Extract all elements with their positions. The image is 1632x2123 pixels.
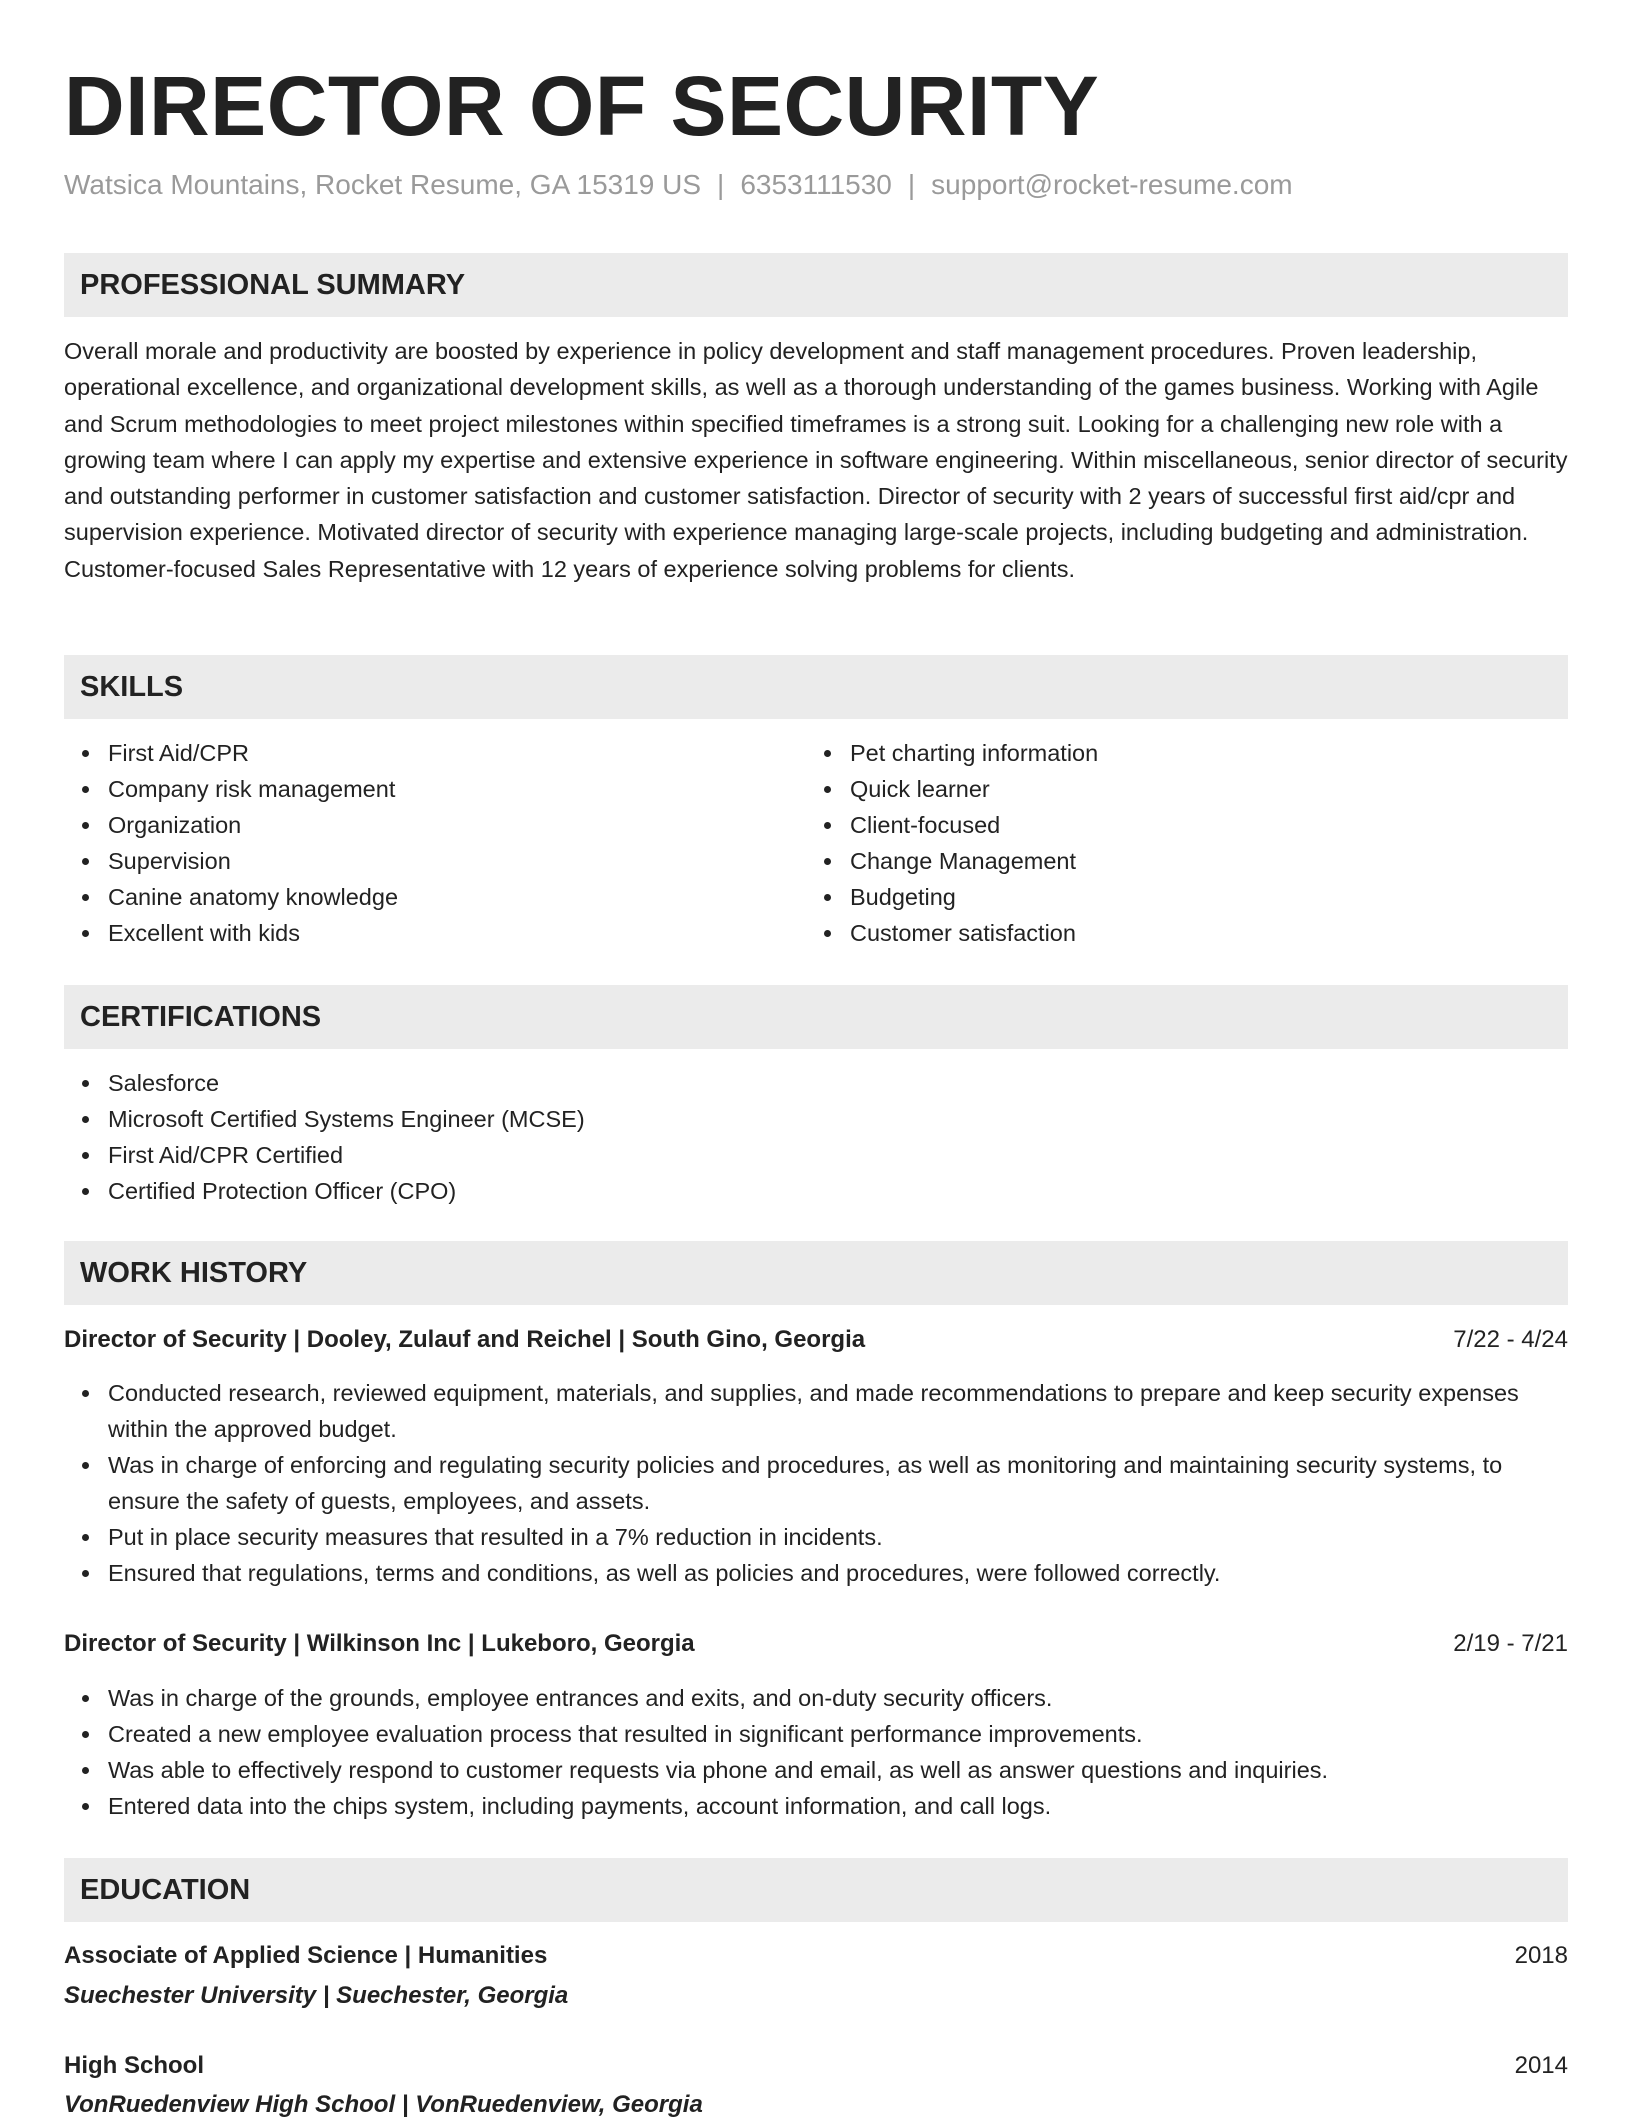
- list-item: Created a new employee evaluation process that resulted in significant performance improvements.: [108, 1716, 1568, 1752]
- contact-line: [64, 165, 1293, 205]
- job-bullets: [64, 1375, 1568, 1591]
- certifications-heading: CERTIFICATIONS: [64, 985, 1568, 1049]
- skills-list-left: [64, 735, 808, 951]
- contact-separator: |: [907, 169, 916, 200]
- summary-heading: PROFESSIONAL SUMMARY: [64, 253, 1568, 317]
- list-item: First Aid/CPR Certified: [108, 1137, 1568, 1173]
- candidate-name: DIRECTOR OF SECURITY: [64, 59, 1100, 153]
- list-item: Entered data into the chips system, including payments, account information, and call logs.: [108, 1788, 1568, 1824]
- job-bullets: [64, 1680, 1568, 1824]
- list-item: Certified Protection Officer (CPO): [108, 1173, 1568, 1209]
- list-item: Company risk management: [108, 771, 808, 807]
- list-item: Pet charting information: [850, 735, 1550, 771]
- job-title: Director of Security | Wilkinson Inc | Lukeboro, Georgia: [64, 1630, 695, 1657]
- education-year: 2014: [1514, 2052, 1568, 2079]
- skills-list-right: [806, 735, 1550, 951]
- list-item: Salesforce: [108, 1065, 1568, 1101]
- job-dates: 2/19 - 7/21: [1453, 1630, 1568, 1657]
- skills-heading: SKILLS: [64, 655, 1568, 719]
- list-item: Client-focused: [850, 807, 1550, 843]
- list-item: Was in charge of the grounds, employee entrances and exits, and on-duty security officers.: [108, 1680, 1568, 1716]
- contact-email[interactable]: support@rocket-resume.com: [931, 169, 1293, 200]
- list-item: First Aid/CPR: [108, 735, 808, 771]
- list-item: Was in charge of enforcing and regulating security policies and procedures, as well as monitoring and maintaining security systems, to ensure the safety of guests, employees, and assets.: [108, 1447, 1568, 1519]
- education-school: Suechester University | Suechester, Georgia: [64, 1982, 569, 2009]
- certifications-list: [64, 1065, 1568, 1209]
- contact-separator: |: [717, 169, 725, 200]
- education-heading: EDUCATION: [64, 1858, 1568, 1922]
- education-degree: High School: [64, 2052, 204, 2079]
- list-item: Was able to effectively respond to customer requests via phone and email, as well as answer questions and inquiries.: [108, 1752, 1568, 1788]
- education-degree: Associate of Applied Science | Humanities: [64, 1942, 548, 1969]
- list-item: Customer satisfaction: [850, 915, 1550, 951]
- list-item: Budgeting: [850, 879, 1550, 915]
- job-title: Director of Security | Dooley, Zulauf and Reichel | South Gino, Georgia: [64, 1326, 866, 1353]
- job-dates: 7/22 - 4/24: [1453, 1326, 1568, 1353]
- education-school: VonRuedenview High School | VonRuedenview, Georgia: [64, 2091, 703, 2118]
- list-item: Microsoft Certified Systems Engineer (MCSE): [108, 1101, 1568, 1137]
- contact-phone: 6353111530: [740, 169, 892, 200]
- work-history-heading: WORK HISTORY: [64, 1241, 1568, 1305]
- list-item: Quick learner: [850, 771, 1550, 807]
- contact-address: Watsica Mountains, Rocket Resume, GA 15319 US: [64, 169, 702, 200]
- list-item: Supervision: [108, 843, 808, 879]
- summary-text: Overall morale and productivity are boosted by experience in policy development and staff management procedures. Proven leadership, operational excellence, and organizational development skills, as well as a thorough understanding of the games business. Working with Agile and Scrum methodologies to meet project milestones within specified timeframes is a strong suit. Looking for a challenging new role with a growing team where I can apply my expertise and extensive experience in software engineering. Within miscellaneous, senior director of security and outstanding performer in customer satisfaction and customer satisfaction. Director of security with 2 years of successful first aid/cpr and supervision experience. Motivated director of security with experience managing large-scale projects, including budgeting and administration. Customer-focused Sales Representative with 12 years of experience solving problems for clients.: [64, 338, 1568, 582]
- list-item: Change Management: [850, 843, 1550, 879]
- list-item: Conducted research, reviewed equipment, materials, and supplies, and made recommendations to prepare and keep security expenses within the approved budget.: [108, 1375, 1568, 1447]
- list-item: Canine anatomy knowledge: [108, 879, 808, 915]
- list-item: Excellent with kids: [108, 915, 808, 951]
- education-year: 2018: [1514, 1942, 1568, 1969]
- list-item: Put in place security measures that resulted in a 7% reduction in incidents.: [108, 1519, 1568, 1555]
- list-item: Organization: [108, 807, 808, 843]
- list-item: Ensured that regulations, terms and conditions, as well as policies and procedures, were followed correctly.: [108, 1555, 1568, 1591]
